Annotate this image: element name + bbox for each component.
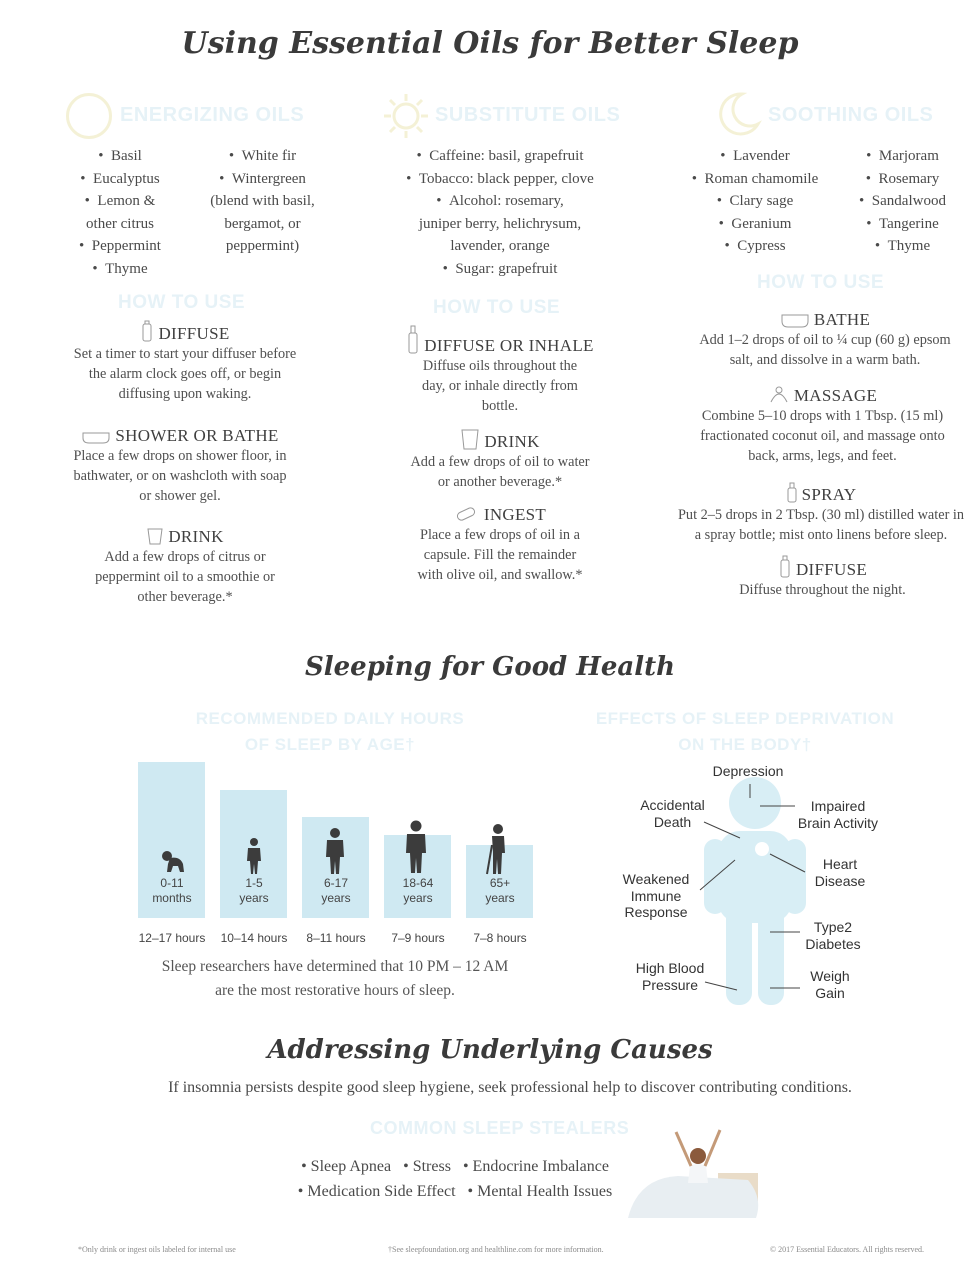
causes-intro: If insomnia persists despite good sleep hygiene, seek professional help to discover contributing conditions. — [168, 1079, 852, 1096]
list-item: • Caffeine: basil, grapefruit — [380, 145, 620, 168]
footer-note-center: †See sleepfoundation.org and healthline.com for more information. — [388, 1245, 604, 1254]
method-text: Diffuse oils throughout the day, or inhale directly from bottle. — [422, 358, 578, 414]
method-text: Place a few drops on shower floor, in bathwater, or on washcloth with soap or shower gel. — [73, 448, 287, 504]
age-label-line2: years — [403, 891, 433, 905]
effect-line: Accidental — [640, 797, 705, 813]
method-title: SPRAY — [801, 485, 857, 504]
effect-weight-gain — [800, 968, 860, 1001]
method-text: Add a few drops of citrus or peppermint oil to a smoothie or other beverage.* — [95, 549, 275, 605]
effects-heading-line1: EFFECTS OF SLEEP DEPRIVATION — [595, 709, 895, 728]
section-title: Sleeping for Good Health — [304, 652, 676, 682]
stealer-item: • Stress — [403, 1158, 451, 1175]
effect-type2-diabetes — [795, 919, 871, 952]
stealer-text: Stress — [412, 1158, 451, 1175]
list-item: peppermint) — [225, 238, 300, 255]
list-item: • White fir — [195, 145, 330, 168]
stealer-item: • Endocrine Imbalance — [462, 1158, 609, 1175]
list-item: (blend with basil, — [210, 193, 315, 210]
method-title: DIFFUSE — [795, 560, 868, 579]
list-item: other citrus — [86, 215, 154, 232]
list-item: • Lavender — [680, 145, 830, 168]
list-item: lavender, orange — [450, 238, 550, 255]
stealer-item: • Medication Side Effect — [297, 1183, 456, 1200]
method-text: Add a few drops of oil to water or another beverage.* — [410, 454, 590, 490]
age-label-line2: years — [485, 891, 515, 905]
age-label-line2: years — [321, 891, 351, 905]
method-title: INGEST — [483, 505, 547, 524]
effects-heading-line2: ON THE BODY† — [678, 735, 812, 754]
method-title: MASSAGE — [793, 386, 878, 405]
page-title: Using Essential Oils for Better Sleep — [181, 26, 799, 61]
method-text: Put 2–5 drops in 2 Tbsp. (30 ml) distilled water in a spray bottle; mist onto linens before sleep. — [677, 507, 965, 543]
hours-label: 8–11 hours — [306, 931, 366, 945]
effect-line: Brain Activity — [797, 814, 879, 831]
method-text: Place a few drops of oil in a capsule. Fill the remainder with olive oil, and swallow.* — [417, 527, 583, 583]
list-item: • Cypress — [680, 235, 830, 258]
method-title: DRINK — [168, 527, 224, 546]
chart-title-line2: OF SLEEP BY AGE† — [244, 735, 416, 754]
sleep-note-line2: are the most restorative hours of sleep. — [215, 982, 455, 999]
list-item: • Lemon & — [50, 190, 190, 213]
method-text: Add 1–2 drops of oil to ¼ cup (60 g) epsom salt, and dissolve in a warm bath. — [699, 332, 951, 368]
effect-line: High Blood — [635, 960, 705, 976]
method-text: Diffuse throughout the night. — [739, 582, 906, 598]
hours-label: 7–8 hours — [473, 931, 527, 945]
age-label-line1: 6-17 — [323, 876, 349, 890]
age-label-line1: 1-5 — [245, 876, 263, 890]
method-title: DIFFUSE OR INHALE — [424, 336, 594, 355]
energizing-heading: ENERGIZING OILS — [120, 104, 305, 126]
effect-line: Heart — [822, 856, 858, 872]
list-item: • Thyme — [840, 235, 965, 258]
effect-weakened-immune — [610, 871, 702, 921]
stealer-item: • Sleep Apnea — [301, 1158, 392, 1175]
method-title: SHOWER OR BATHE — [115, 426, 279, 445]
stealers-line2 — [230, 1183, 680, 1201]
stealers-line1 — [230, 1158, 680, 1176]
stealer-text: Mental Health Issues — [477, 1183, 613, 1200]
age-label-line1: 18-64 — [402, 876, 434, 890]
hours-label: 7–9 hours — [391, 931, 445, 945]
list-item: • Clary sage — [680, 190, 830, 213]
list-item: • Rosemary — [840, 168, 965, 191]
how-to-use-heading: HOW TO USE — [433, 297, 561, 318]
list-item: • Geranium — [680, 213, 830, 236]
method-text: Combine 5–10 drops with 1 Tbsp. (15 ml) fractionated coconut oil, and massage onto back, arms, legs, and feet. — [700, 408, 945, 464]
age-label-line1: 0-11 — [160, 876, 184, 890]
method-title: BATHE — [813, 310, 871, 329]
list-item: • Roman chamomile — [680, 168, 830, 191]
effect-line: Disease — [814, 872, 866, 889]
substitute-heading: SUBSTITUTE OILS — [435, 104, 621, 126]
effect-line: Pressure — [641, 976, 699, 993]
age-label-line1: 65+ — [489, 876, 511, 890]
effect-line: Death — [653, 813, 692, 830]
list-item: • Wintergreen — [195, 168, 330, 191]
effect-heart-disease — [800, 856, 880, 889]
stealer-item: • Mental Health Issues — [467, 1183, 613, 1200]
effect-high-blood-pressure — [625, 960, 715, 993]
effect-line: Impaired — [810, 798, 866, 814]
method-text: Set a timer to start your diffuser before the alarm clock goes off, or begin diffusing upon waking. — [73, 346, 297, 402]
effect-line: Diabetes — [805, 935, 861, 952]
how-to-use-heading: HOW TO USE — [757, 272, 885, 293]
list-item: • Alcohol: rosemary, — [380, 190, 620, 213]
list-item: • Marjoram — [840, 145, 965, 168]
footer-copyright: © 2017 Essential Educators. All rights reserved. — [770, 1245, 925, 1254]
list-item: juniper berry, helichrysum, — [418, 215, 582, 232]
method-title: DRINK — [484, 432, 540, 451]
effect-line: Weakened — [622, 871, 690, 887]
list-item: • Basil — [50, 145, 190, 168]
stealers-heading: COMMON SLEEP STEALERS — [370, 1118, 630, 1138]
list-item: • Thyme — [50, 258, 190, 281]
list-item: • Sandalwood — [840, 190, 965, 213]
stealer-text: Medication Side Effect — [307, 1183, 456, 1200]
section-title: Addressing Underlying Causes — [267, 1035, 713, 1065]
effect-line: Type2 — [813, 919, 853, 935]
hours-label: 12–17 hours — [138, 931, 206, 945]
list-item: • Eucalyptus — [50, 168, 190, 191]
effect-line: Response — [624, 904, 688, 920]
waking-woman-illustration — [628, 1118, 768, 1218]
effect-impaired-brain — [788, 798, 888, 831]
stealer-text: Endocrine Imbalance — [472, 1158, 609, 1175]
method-title: DIFFUSE — [158, 324, 230, 343]
how-to-use-heading: HOW TO USE — [118, 292, 246, 313]
effect-accidental-death — [625, 797, 720, 830]
list-item: • Tangerine — [840, 213, 965, 236]
age-label-line2: months — [152, 891, 192, 905]
list-item: • Peppermint — [50, 235, 190, 258]
effect-line: Weigh — [810, 968, 850, 984]
sleep-note-line1: Sleep researchers have determined that 10 PM – 12 AM — [161, 958, 509, 975]
effect-line: Gain — [815, 984, 845, 1001]
stealer-text: Sleep Apnea — [310, 1158, 392, 1175]
footer-note-left: *Only drink or ingest oils labeled for internal use — [78, 1245, 236, 1254]
soothing-heading: SOOTHING OILS — [768, 104, 934, 126]
list-item: • Sugar: grapefruit — [380, 258, 620, 281]
list-item: bergamot, or — [224, 215, 301, 232]
effect-depression: Depression — [712, 763, 784, 779]
hours-label: 10–14 hours — [220, 931, 288, 945]
age-label-line2: years — [239, 891, 269, 905]
chart-title-line1: RECOMMENDED DAILY HOURS — [195, 709, 465, 728]
list-item: • Tobacco: black pepper, clove — [380, 168, 620, 191]
effect-line: Immune — [630, 887, 682, 904]
